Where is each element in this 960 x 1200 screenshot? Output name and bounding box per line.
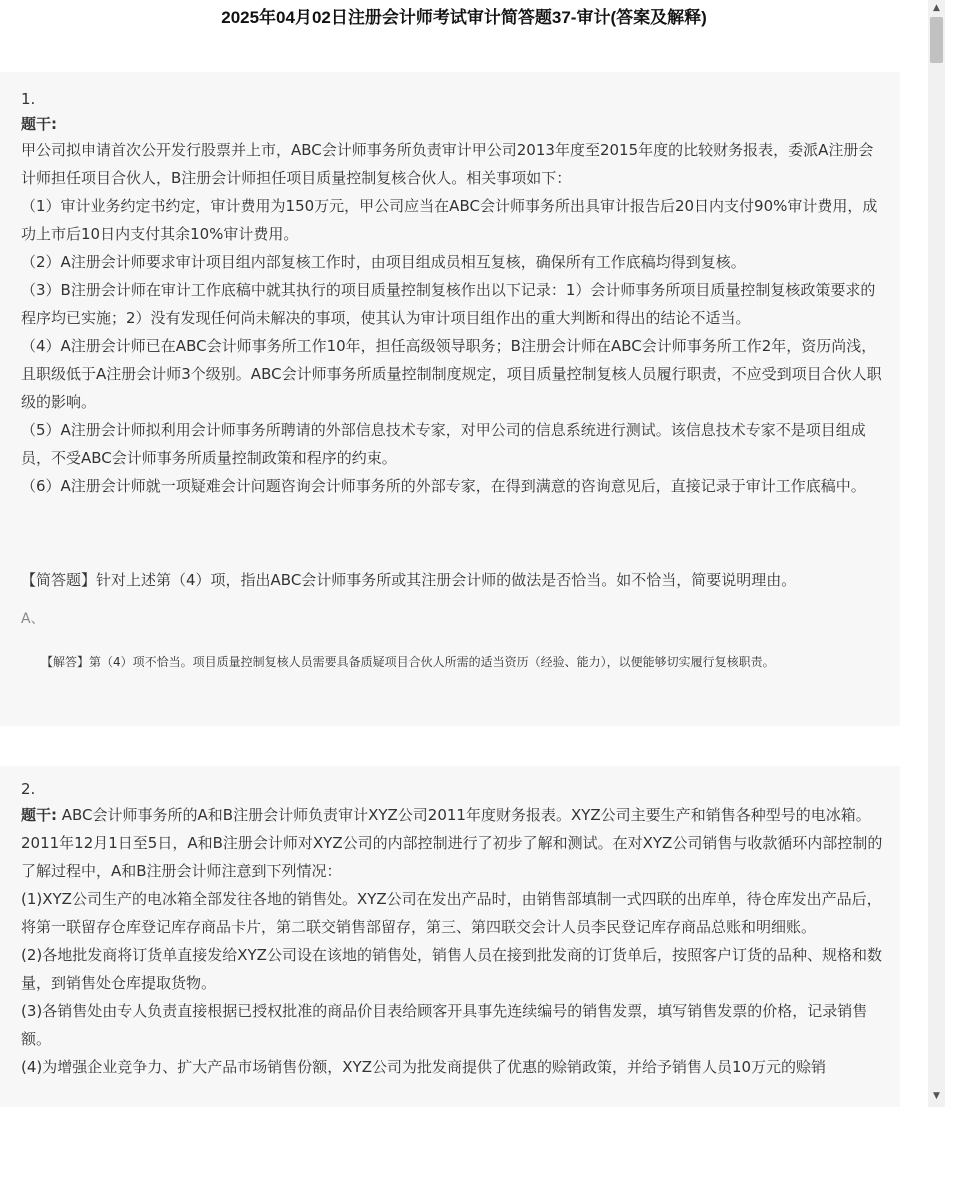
scroll-up-arrow-icon[interactable]: ▲: [933, 3, 940, 13]
stem-paragraph: 甲公司拟申请首次公开发行股票并上市，ABC会计师事务所负责审计甲公司2013年度至2015年度的比较财务报表，委派A注册会计师担任项目合伙人，B注册会计师担任项目质量控制复核合伙人。相关事项如下：: [21, 141, 874, 187]
stem-paragraph: (2)各地批发商将订货单直接发给XYZ公司设在该地的销售处，销售人员在接到批发商的订货单后，按照客户订货的品种、规格和数量，到销售处仓库提取货物。: [21, 946, 882, 992]
stem-paragraph: (4)为增强企业竞争力、扩大产品市场销售份额，XYZ公司为批发商提供了优惠的赊销政策，并给予销售人员10万元的赊销: [21, 1058, 827, 1076]
question-stem: [21, 136, 887, 500]
scrollbar-thumb[interactable]: [930, 17, 943, 63]
question-card-1: [0, 72, 900, 726]
stem-paragraph: [21, 801, 887, 885]
question-number: 1.: [21, 90, 36, 108]
answer-explanation: 【解答】第（4）项不恰当。项目质量控制复核人员需要具备质疑项目合伙人所需的适当资历（经验、能力），以便能够切实履行复核职责。: [41, 655, 775, 669]
stem-paragraph: （3）B注册会计师在审计工作底稿中就其执行的项目质量控制复核作出以下记录：1）会计师事务所项目质量控制复核政策要求的程序均已实施；2）没有发现任何尚未解决的事项，使其认为审计项目组作出的重大判断和得出的结论不适当。: [21, 281, 876, 327]
scroll-down-arrow-icon[interactable]: ▼: [933, 1091, 940, 1101]
vertical-scrollbar[interactable]: [928, 0, 945, 1107]
question-number: 2.: [21, 780, 36, 798]
question-stem: [21, 801, 887, 1081]
stem-paragraph: （2）A注册会计师要求审计项目组内部复核工作时，由项目组成员相互复核，确保所有工作底稿均得到复核。: [21, 253, 746, 271]
question-stem-label: 题干:: [21, 115, 57, 133]
question-stem-label: 题干:: [21, 806, 57, 824]
question-card-2: [0, 766, 900, 1107]
stem-intro: ABC会计师事务所的A和B注册会计师负责审计XYZ公司2011年度财务报表。XYZ公司主要生产和销售各种型号的电冰箱。2011年12月1日至5日，A和B注册会计师对XYZ公司的内部控制进行了初步了解和测试。在对XYZ公司销售与收款循环内部控制的了解过程中，A和B注册会计师注意到下列情况：: [21, 806, 883, 880]
stem-paragraph: （1）审计业务约定书约定，审计费用为150万元，甲公司应当在ABC会计师事务所出具审计报告后20日内支付90%审计费用，成功上市后10日内支付其余10%审计费用。: [21, 197, 878, 243]
stem-paragraph: （5）A注册会计师拟利用会计师事务所聘请的外部信息技术专家，对甲公司的信息系统进行测试。该信息技术专家不是项目组成员，不受ABC会计师事务所质量控制政策和程序的约束。: [21, 421, 866, 467]
question-prompt: 【简答题】针对上述第（4）项，指出ABC会计师事务所或其注册会计师的做法是否恰当。如不恰当，简要说明理由。: [21, 571, 797, 589]
answer-option-a[interactable]: A、: [21, 611, 45, 627]
stem-paragraph: （6）A注册会计师就一项疑难会计问题咨询会计师事务所的外部专家，在得到满意的咨询意见后，直接记录于审计工作底稿中。: [21, 477, 866, 495]
page-title: 2025年04月02日注册会计师考试审计简答题37-审计(答案及解释): [221, 8, 707, 27]
stem-paragraph: （4）A注册会计师已在ABC会计师事务所工作10年，担任高级领导职务；B注册会计师在ABC会计师事务所工作2年，资历尚浅，且职级低于A注册会计师3个级别。ABC会计师事务所质量控制制度规定，项目质量控制复核人员履行职责，不应受到项目合伙人职级的影响。: [21, 337, 882, 411]
stem-paragraph: (3)各销售处由专人负责直接根据已授权批准的商品价目表给顾客开具事先连续编号的销售发票，填写销售发票的价格，记录销售额。: [21, 1002, 868, 1048]
stem-paragraph: (1)XYZ公司生产的电冰箱全部发往各地的销售处。XYZ公司在发出产品时，由销售部填制一式四联的出库单，待仓库发出产品后，将第一联留存仓库登记库存商品卡片，第二联交销售部留存，第三、第四联交会计人员李民登记库存商品总账和明细账。: [21, 890, 882, 936]
